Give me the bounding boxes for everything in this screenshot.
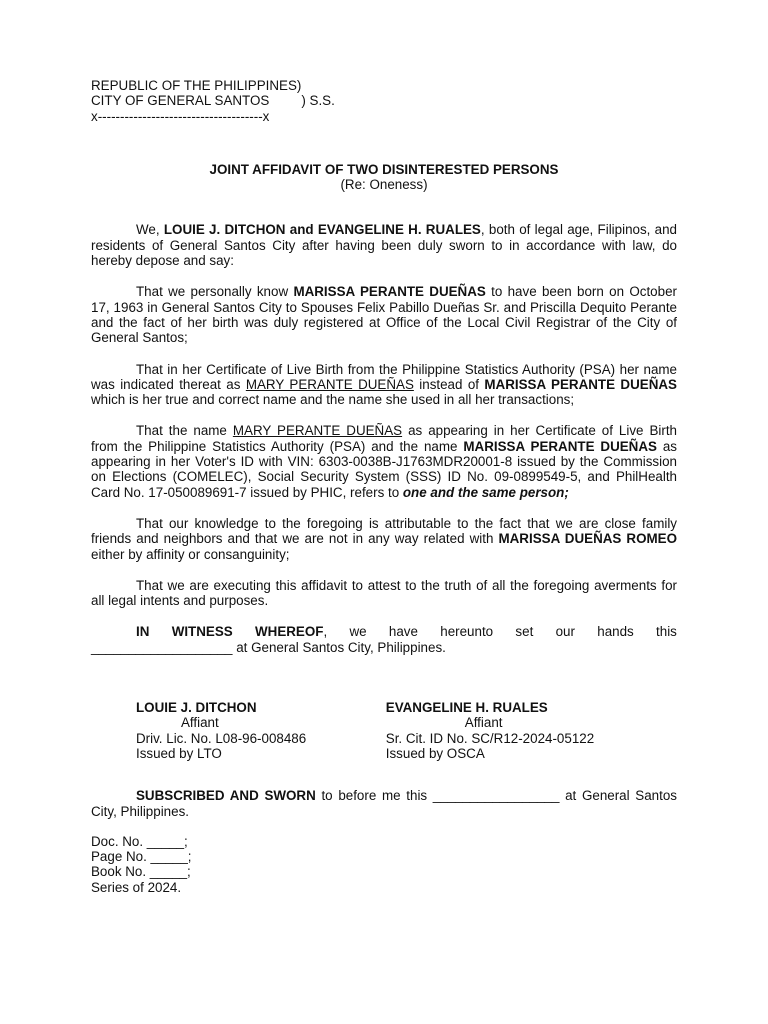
paragraph-knowledge: That our knowledge to the foregoing is attributable to the fact that we are close family friends and neighbors and that we are not in any way related with MARISSA DUEÑAS ROMEO either by affinity or consanguinity; bbox=[91, 515, 677, 562]
paragraph-purpose: That we are executing this affidavit to attest to the truth of all the foregoing averments for all legal intents and purposes. bbox=[91, 577, 677, 609]
affiant-1-role: Affiant bbox=[181, 715, 219, 731]
affiant-2-id: Sr. Cit. ID No. SC/R12-2024-05122 bbox=[385, 730, 595, 746]
affiant-1 bbox=[91, 700, 386, 761]
affiant-2-role: Affiant bbox=[464, 715, 503, 731]
name-on-certificate: MARY PERANTE DUEÑAS bbox=[245, 376, 414, 392]
affiant-1-id: Driv. Lic. No. L08-96-008486 bbox=[136, 730, 307, 746]
jurat: SUBSCRIBED AND SWORN to before me this _________________ at General Santos City, Philippines. bbox=[91, 788, 677, 819]
subject-name-alt: MARISSA DUEÑAS ROMEO bbox=[498, 531, 677, 547]
document-title: JOINT AFFIDAVIT OF TWO DISINTERESTED PERSONS bbox=[209, 161, 559, 177]
notarial-register bbox=[91, 834, 677, 895]
affidavit-page bbox=[91, 78, 677, 895]
header-republic: REPUBLIC OF THE PHILIPPINES) bbox=[91, 78, 302, 93]
header-separator: x-------------------------------------x bbox=[91, 108, 270, 124]
header-city bbox=[91, 93, 677, 108]
name-on-certificate: MARY PERANTE DUEÑAS bbox=[232, 423, 403, 439]
paragraph-birth-certificate: That in her Certificate of Live Birth from the Philippine Statistics Authority (PSA) her name was indicated thereat as MARY PERANTE DUEÑAS instead of MARISSA PERANTE DUEÑAS which is her true and correct name and the name she used in all her transactions; bbox=[91, 361, 677, 408]
paragraph-same-person: That the name MARY PERANTE DUEÑAS as appearing in her Certificate of Live Birth from the Philippine Statistics Authority (PSA) and the name MARISSA PERANTE DUEÑAS as appearing in her Voter's ID with VIN: 6303-0038B-J1763MDR20001-8 issued by the Commission on Elections (COMELEC), Social Security System (SSS) ID No. 09-0899549-5, and PhilHealth Card No. 17-050089691-7 issued by PHIC, refers to one and the same person; bbox=[91, 423, 677, 500]
subject-name: MARISSA PERANTE DUEÑAS bbox=[293, 284, 486, 300]
affiant-1-issuer: Issued by LTO bbox=[136, 745, 222, 761]
document-subtitle: (Re: Oneness) bbox=[340, 177, 428, 193]
affiant-2 bbox=[386, 700, 677, 761]
paragraph-birth: That we personally know MARISSA PERANTE DUEÑAS to have been born on October 17, 1963 in General Santos City to Spouses Felix Pabillo Dueñas Sr. and Priscilla Dequito Perante and the fact of her birth was duly registered at Office of the Local Civil Registrar of the City of General Santos; bbox=[91, 284, 677, 346]
paragraph-witness bbox=[91, 624, 677, 655]
affiant-names: LOUIE J. DITCHON and EVANGELINE H. RUALES bbox=[163, 222, 481, 238]
doc-no: Doc. No. _____; bbox=[91, 833, 188, 849]
page-no: Page No. _____; bbox=[91, 849, 192, 865]
affiant-1-name: LOUIE J. DITCHON bbox=[136, 700, 257, 716]
true-name: MARISSA PERANTE DUEÑAS bbox=[484, 376, 677, 392]
paragraph-affiants: We, LOUIE J. DITCHON and EVANGELINE H. RUALES, both of legal age, Filipinos, and residents of General Santos City after having been duly sworn to in accordance with law, do hereby depose and say: bbox=[91, 222, 677, 269]
same-person-phrase: one and the same person; bbox=[402, 484, 569, 500]
header-city-text: CITY OF GENERAL SANTOS bbox=[91, 93, 270, 109]
signature-block bbox=[91, 700, 677, 761]
affiant-2-issuer: Issued by OSCA bbox=[385, 745, 485, 761]
witness-line-1: IN WITNESS WHEREOF, we have hereunto set our hands this bbox=[136, 624, 677, 640]
book-no: Book No. _____; bbox=[91, 864, 191, 880]
witness-line-2: ___________________ at General Santos City, Philippines. bbox=[91, 639, 446, 655]
affiant-2-name: EVANGELINE H. RUALES bbox=[385, 700, 548, 716]
header-ss: ) S.S. bbox=[301, 93, 335, 109]
series: Series of 2024. bbox=[91, 879, 182, 895]
true-name: MARISSA PERANTE DUEÑAS bbox=[463, 438, 657, 454]
